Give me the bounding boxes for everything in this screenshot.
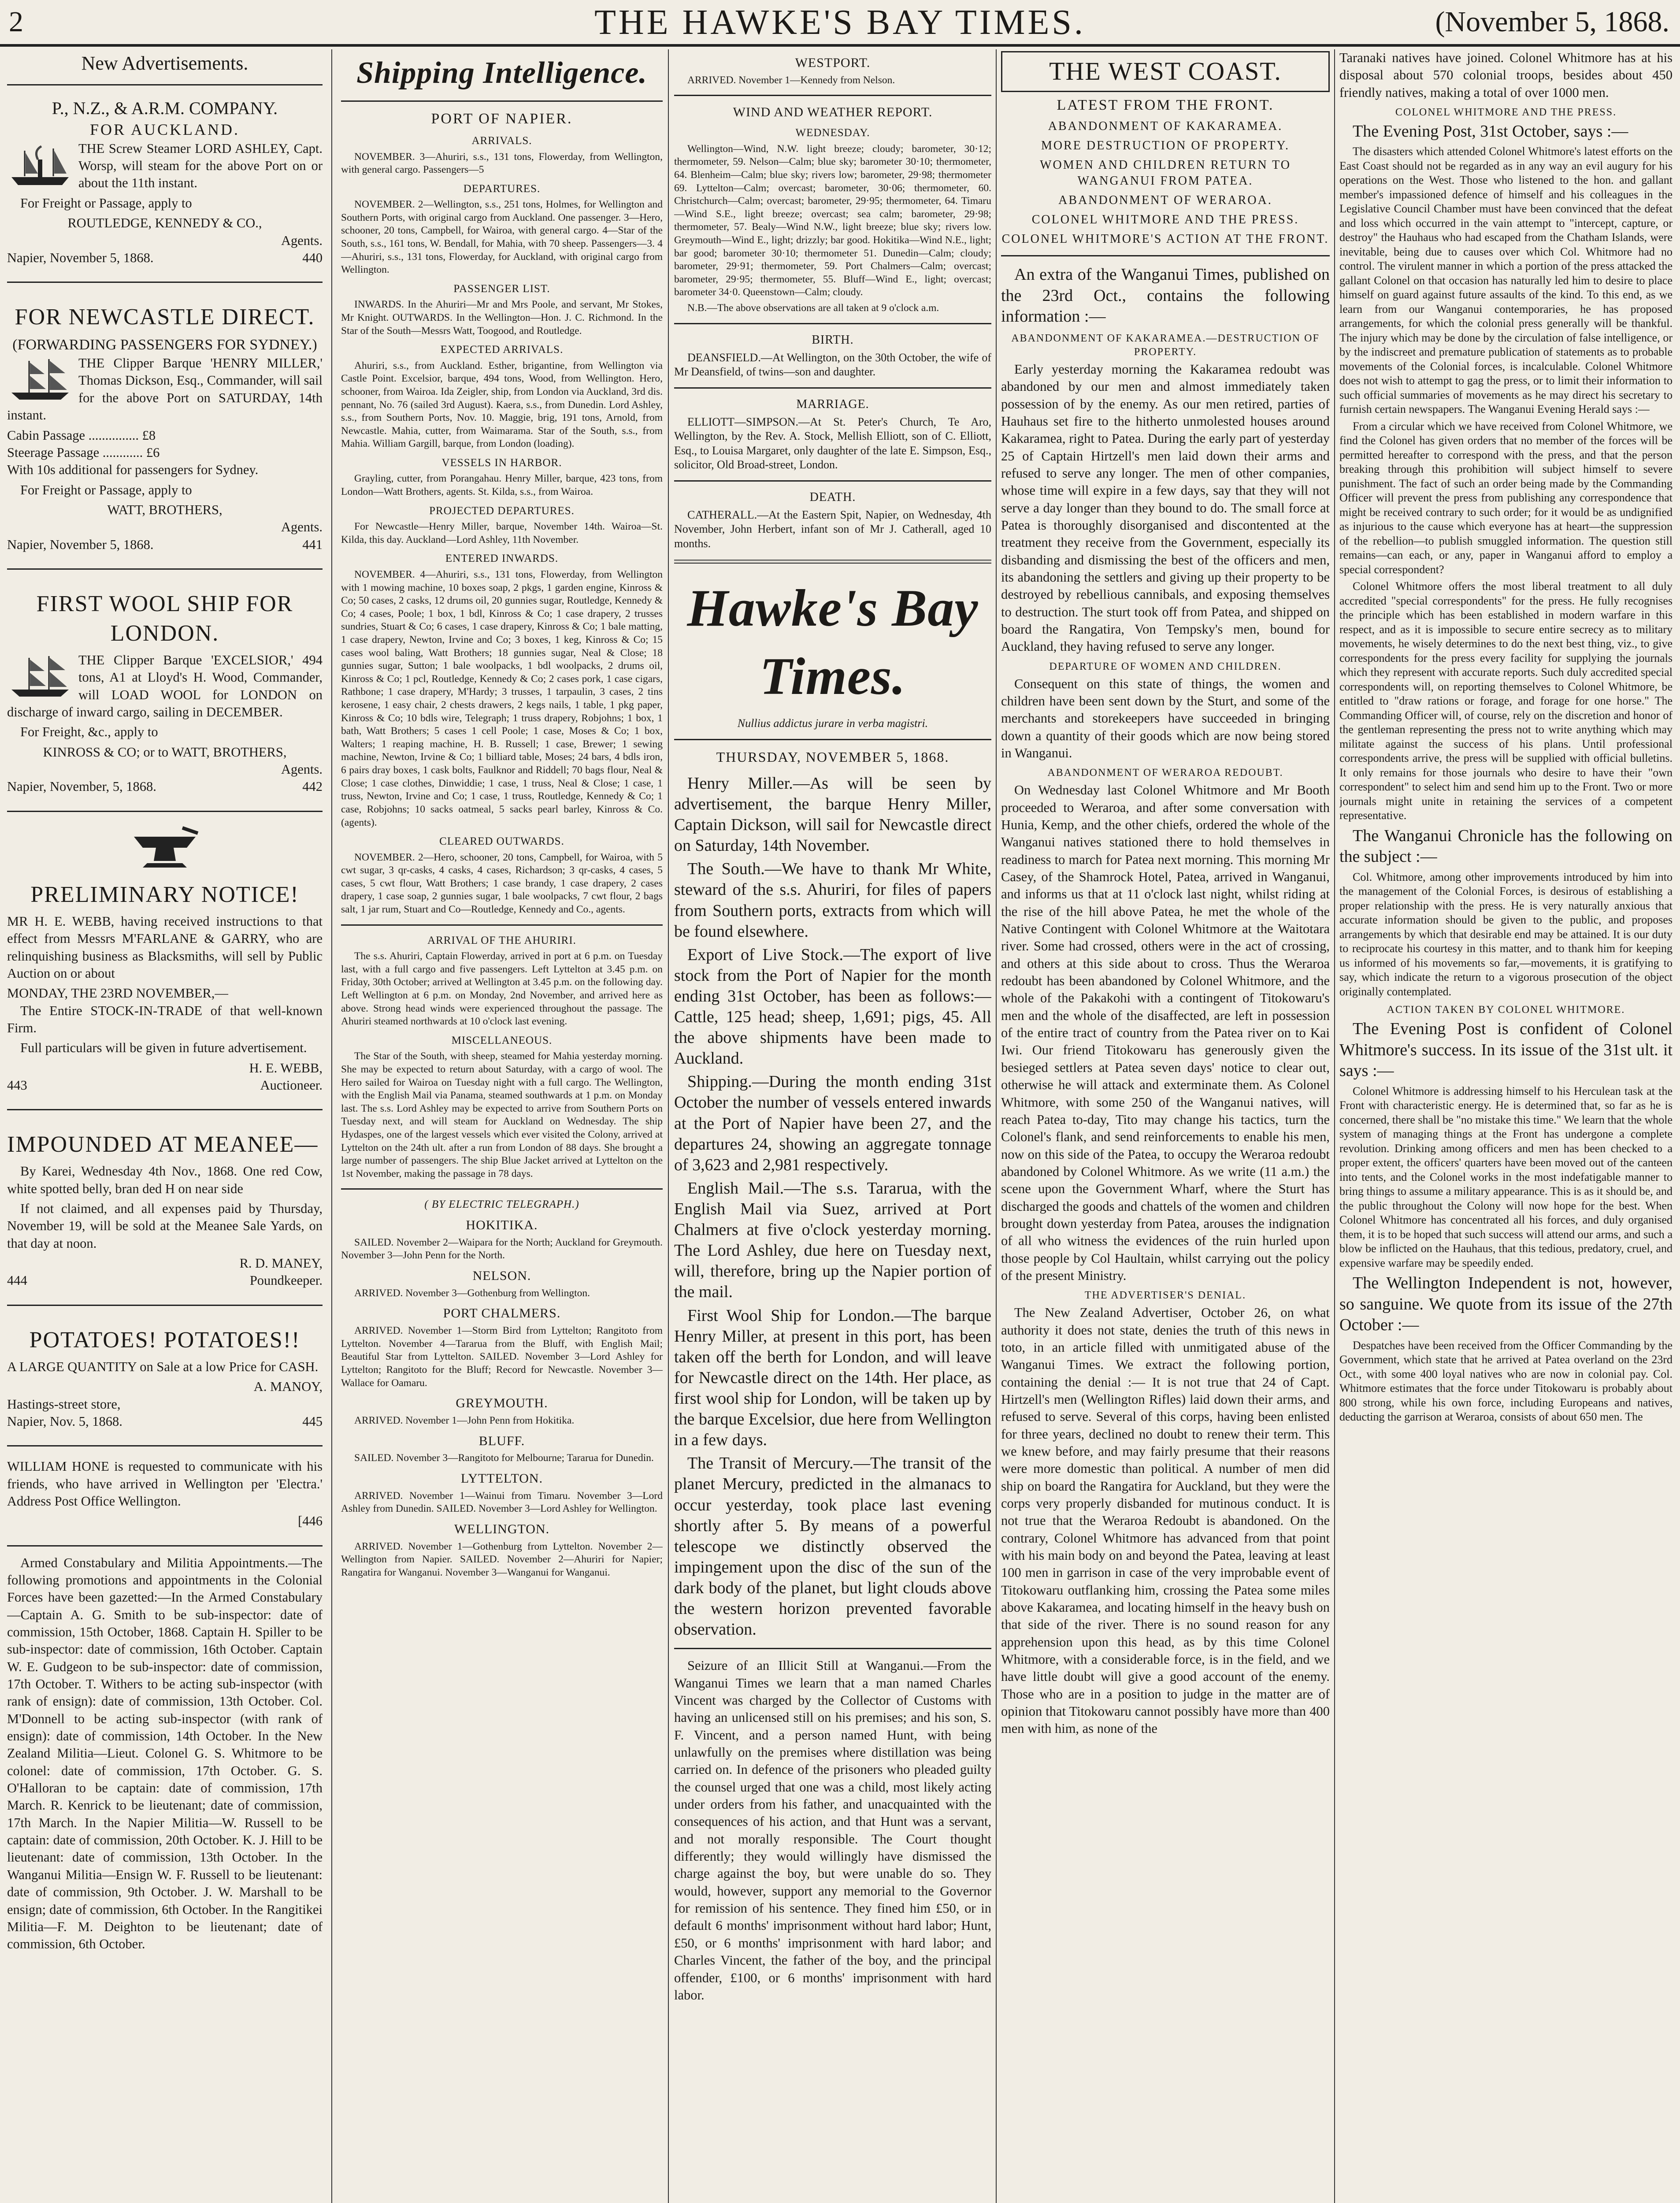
article-subhead: COLONEL WHITMORE AND THE PRESS. [1395, 107, 1617, 119]
sailing-ship-icon [7, 653, 73, 702]
ad-signer-role: Auctioneer. [260, 1077, 323, 1093]
article-quote: From a circular which we have received from Colonel Whitmore, we find the Colonel has given orders that no member of the forces will be permitted hereafter to correspond with the press, and that the person breaking through this prohibition will subject himself to severe punishment. The fact of such an order being made by the Commanding Officer will prevent the press from publishing any correspondence that might be received contrary to such order; for it would be as undignified as injurious to the cause which everyone has at heart—the suppression of the rebellion—to publish smuggled information. The question still remains—can each, or any, paper in Wanganui afford to employ a special correspondent? [1339, 419, 1673, 576]
entered-text: NOVEMBER. 4—Ahuriri, s.s., 131 tons, Flowerday, from Wellington with 1 mowing machine, 10 boxes soap, 2 pkgs, 1 garden engine, Kinross & Co; 50 cases, 2 casks, 12 drums oil, 20 gunnies sugar, Routledge, Kennedy & Co; 4 cases, Poole; 1 box, 1 bdl, Kinross & Co; 1 case drapery, 2 trusses sundries, Stuart & Co; 6 cases, 1 case drapery, Kinross & Co; 1 bale matting, 1 case drapery, Newton, Irvine and Co; 3 boxes, 1 keg, Kinross & Co; 15 cases wool baling, Watt Brothers; 18 gunnies sugar, Neal & Close; 18 gunnies sugar, Sutton; 1 bale woolpacks, 1 bdl woolpacks, 2 drums oil, Kinross & Co; 1 pcl, Routledge, Kennedy & Co; 2 cases pork, 1 case cigars, Rathbone; 1 case drapery, M'Hardy; 3 trusses, 1 tarpaulin, 3 cases, 2 tins kerosene, 1 easy chair, 2 chests drawers, 2 kegs nails, 1 table, 1 pkg paper, Kinross & Co; 10 bdls wire, Telegraph; 1 truss drapery, Robjohns; 1 box, 1 bath, Watt Brothers; 5 cases 1 cell Poole; 1 case, Moses & Co; 1 box, Walters; 1 reaping machine, H. B. Russell; 1 case, Brewer; 1 sewing machine, Newton, Irvine & Co; 1 billiard table, Moses; 24 bars, 4 bdls iron, 6 pairs dray boxes, 1 cask bolts, Faulknor and Riddell; 70 bags flour, Neal & Close; 1 case clothes, Dinwiddie; 1 case, 1 truss, Neal & Close; 1 case, 1 truss, Newton, Irvine and Co; 1 case, 1 truss, Routledge, Kennedy & Co; 1 case, Robjohns; 10 sacks oatmeal, 5 sacks pearl barley, Kinross & Co. (agents). [341, 568, 663, 828]
ad-subheading: (FORWARDING PASSENGERS FOR SYDNEY.) [12, 337, 317, 353]
advertisement-preliminary-notice [7, 820, 323, 1102]
divider [674, 480, 991, 482]
ad-freight: For Freight, &c., apply to [20, 724, 158, 740]
weather-text: Wellington—Wind, N.W. light breeze; cloudy; barometer, 30·12; thermometer, 59. Nelson—Calm; blue sky; barometer 30·10; thermometer, 64. Blenheim—Calm; blue sky; rivers low; barometer, 29·98; thermometer 69. Lyttelton—Calm; overcast; barometer, 30·06; thermometer, 60. Christchurch—Calm; overcast; barometer, 29·95; thermometer, 64. Timaru—Wind S.E., light breeze; overcast; sea calm; barometer, 29·98; thermometer, 57. Bealy—Wind N.W., light breeze; blue sky; rivers low. Greymouth—Wind E., light; drizzly; bar good. Hokitika—Wind N.E., light; bar good; barometer 30·10; thermometer 51. Dunedin—Calm; cloudy; barometer, 29·91; thermometer, 59. Port Chalmers—Calm; overcast; barometer, 29·95; thermometer, 55. Bluff—Wind E., light; overcast; barometer 34·0. Queenstown—Calm; cloudy. [674, 143, 991, 298]
subhead: ARRIVALS. [471, 135, 532, 147]
ad-company: P., N.Z., & A.R.M. COMPANY. [52, 98, 278, 118]
ad-agent: KINROSS & CO; or to WATT, BROTHERS, [43, 744, 287, 760]
section-header: New Advertisements. [81, 52, 248, 74]
ad-heading: FIRST WOOL SHIP FOR LONDON. [36, 591, 293, 646]
advertisement-william-hone [7, 1454, 323, 1537]
port-heading: GREYMOUTH. [456, 1396, 548, 1411]
article-subhead: ABANDONMENT OF WERAROA REDOUBT. [1047, 767, 1283, 779]
ad-signer: H. E. WEBB, [249, 1060, 323, 1076]
divider [674, 1648, 991, 1649]
ad-destination: FOR AUCKLAND. [89, 121, 240, 139]
ahuriri-text: The s.s. Ahuriri, Captain Flowerday, arrived in port at 6 p.m. on Tuesday last, with a full cargo and five passengers. Left Lyttelton at 3.45 p.m. on Friday, 30th October; arrived at Wellington at 3.45 p.m. on the following day. Left Wellington at 6 p.m. on Monday, 2nd November, and arrived here as above. Strong head winds were experienced throughout the passage. The Ahuriri steamed northwards at 10 o'clock last evening. [341, 950, 663, 1027]
subhead: ARRIVAL OF THE AHURIRI. [427, 934, 576, 946]
ad-body: THE Clipper Barque 'HENRY MILLER,' Thomas Dickson, Esq., Commander, will sail for the above Port on SATURDAY, 14th instant. [7, 356, 323, 423]
divider [674, 560, 991, 564]
masthead [0, 0, 1680, 47]
paper-date: THURSDAY, NOVEMBER 5, 1868. [716, 749, 949, 765]
vessels-text: Grayling, cutter, from Porangahau. Henry Miller, barque, 423 tons, from London—Watt Brothers, agents. St. Kilda, s.s., from Wairoa. [341, 473, 663, 498]
ad-extra: With 10s additional for passengers for Sydney. [7, 462, 259, 478]
news-paragraph: Henry Miller.—As will be seen by advertisement, the barque Henry Miller, Captain Dickson, will sail for Newcastle direct on Saturday, 14th November. [674, 774, 991, 855]
divider [7, 1305, 323, 1306]
ad-place: Hastings-street store, [7, 1396, 121, 1412]
ad-number: 441 [302, 537, 323, 552]
article-subhead: ACTION TAKEN BY COLONEL WHITMORE. [1387, 1004, 1625, 1016]
ad-number: 442 [302, 779, 323, 794]
marriage-notice: ELLIOTT—SIMPSON.—At St. Peter's Church, Te Aro, Wellington, by the Rev. A. Stock, Mellish Elliott, son of C. Elliott, Esq., to Louisa Margaret, only daughter of the late E. Simpson, Esq., solicitor, Old Broad-street, London. [674, 415, 991, 471]
column-rule [331, 49, 332, 2203]
divider [674, 95, 991, 96]
article-paragraph: Consequent on this state of things, the women and children have been sent down by the Sturt, and some of the merchants and storekeepers have succeeded in bringing down a quantity of their goods which are now being stored in Wanganui. [1001, 676, 1330, 761]
ad-heading: PRELIMINARY NOTICE! [30, 882, 299, 907]
expected-text: Ahuriri, s.s., from Auckland. Esther, brigantine, from Wellington via Castle Point. Excelsior, barque, 494 tons, Wood, from Wellington. Hero, schooner, from Wairoa. Ida Zeigler, ship, from London via Auckland, 3rd dis. pennant, No. 76 (sailed 3rd August). Kaera, s.s., from Dunedin. Lord Ashley, s.s., from Southern Ports, Nov. 10. Maggie, brig, 191 tons, Arnold, from Newcastle. Mahia, cutter, from Waimarama. Star of the South, s.s., from Mahia. William Gargill, barque, from London (loading). [341, 360, 663, 450]
ad-body: THE Clipper Barque 'EXCELSIOR,' 494 tons, A1 at Lloyd's H. Wood, Commander, will LOAD WOOL for LONDON on discharge of inward cargo, sailing in DECEMBER. [7, 653, 323, 720]
ad-number: 443 [7, 1077, 27, 1093]
port-heading: HOKITIKA. [466, 1217, 538, 1232]
subhead: MISCELLANEOUS. [451, 1034, 553, 1046]
ad-body: THE Screw Steamer LORD ASHLEY, Capt. Worsp, will steam for the above Port on or about the 11th instant. [78, 141, 323, 191]
divider [341, 100, 663, 102]
article-quote: Colonel Whitmore offers the most liberal treatment to all duly accredited "special correspondents" for the press. He fully recognises the principle which has been established in modern warfare in this respect, and as it is impossible to secure entire secrecy as to military movements, he wisely determines to do the next best thing, viz., to give correspondents for the press every facility for supplying the journals which they represent with accurate reports. Such duly accredited special correspondents will, on reporting themselves to Colonel Whitmore, be entitled to "draw rations or forage, and forage for one horse." The Commanding Officer will, of course, rely on the discretion and honor of the gentleman representing the press not to write anything which may militate against the success of his plans. Until professional correspondents arrive, the press will be supplied with official bulletins. It only remains for those journals who desire to have their "own correspondent" to select him and send him up to the Front. Two or more journals might unite in retaining the services of a competent representative. [1339, 580, 1673, 822]
port-text: SAILED. November 3—Rangitoto for Melbourne; Tararua for Dunedin. [354, 1452, 654, 1464]
birth-notice: DEANSFIELD.—At Wellington, on the 30th October, the wife of Mr Deansfield, of twins—son and daughter. [674, 351, 991, 378]
subhead: PROJECTED DEPARTURES. [429, 504, 575, 517]
subhead: EXPECTED ARRIVALS. [440, 344, 564, 356]
divider [341, 1188, 663, 1190]
divider [7, 1445, 323, 1446]
steamship-icon [7, 142, 73, 190]
column-rule [1334, 49, 1335, 2203]
divider [7, 811, 323, 812]
article-quote: Colonel Whitmore is addressing himself to his Herculean task at the Front with characteristic energy. He is determined that, so far as he is concerned, there shall be "no mistake this time." We learn that the whole system of managing things at the Front has undergone a complete revolution. Drinking among officers and men has been checked to a proper extent, the officers' quarters have been moved out of the canteen into tents, and the Colonel works in the most indefatigable manner to bring things to assume a military appearance. This is as it should be, and the public throughout the Colony will now hope for the best. When Colonel Whitmore has concentrated all his forces, and duly organised them, it is to be hoped that such success will attend our arms, and such a blow be inflicted on the Hauhaus, that this tedious, predatory, cruel, and expensive warfare may be speedily ended. [1339, 1084, 1673, 1269]
subhead: PASSENGER LIST. [453, 282, 550, 295]
column-rule [668, 49, 669, 2203]
subhead: ENTERED INWARDS. [445, 553, 559, 565]
death-notice: CATHERALL.—At the Eastern Spit, Napier, on Wednesday, 4th November, John Herbert, infant son of Mr J. Catherall, aged 10 months. [674, 508, 991, 550]
passengers-text: INWARDS. In the Ahuriri—Mr and Mrs Poole, and servant, Mr Stokes, Mr Knight. OUTWARDS. In the Wellington—Hon. J. C. Richmond. In the Star of the South—Messrs Watt, Toogood, and Routledge. [341, 299, 663, 337]
ad-body: Full particulars will be given in future advertisement. [20, 1040, 307, 1056]
divider [341, 924, 663, 926]
article-subhead: THE ADVERTISER'S DENIAL. [1084, 1290, 1246, 1302]
column-local-news [674, 49, 991, 2203]
article-lead: The Wanganui Chronicle has the following on the subject :— [1339, 826, 1673, 866]
subhead: CLEARED OUTWARDS. [439, 835, 564, 848]
ad-body: MR H. E. WEBB, having received instructions to that effect from Messrs M'FARLANE & GARRY, who are relinquishing business as Blacksmiths, will sell by Public Auction on or about [7, 913, 323, 981]
ad-heading: POTATOES! POTATOES!! [29, 1327, 300, 1353]
ad-freight: For Freight or Passage, apply to [20, 195, 192, 211]
ad-date: Napier, November 5, 1868. [7, 250, 154, 265]
ad-signer: A. MANOY, [253, 1379, 323, 1394]
divider [7, 568, 323, 570]
ad-number: 440 [302, 250, 323, 265]
divider [7, 1545, 323, 1547]
article-subhead: COLONEL WHITMORE AND THE PRESS. [1031, 213, 1299, 227]
ad-number: [446 [298, 1513, 323, 1529]
misc-text: The Star of the South, with sheep, steamed for Mahia yesterday morning. She may be expected to return about Saturday, with a cargo of wool. The Hero sailed for Wairoa on Tuesday night with a full cargo. The Wellington, with the English Mail via Panama, steamed southwards at 1 p.m. on Monday last. The s.s. Lord Ashley may be expected to arrive from Southern Ports on Tuesday next, and will steam for Auckland on Wednesday. The ship Hydaspes, one of the largest vessels which ever visited the Colony, arrived at Lyttelton on the 24th ult. after a run from London of 88 days. She brought a large number of passengers. The ship Blue Jacket arrived at Lyttelton on the 1st November, making the passage in 78 days. [341, 1050, 663, 1179]
advertisement-impounded [7, 1118, 323, 1296]
news-paragraph: The Transit of Mercury.—The transit of the planet Mercury, predicted in the almanacs to occur yesterday, took place last evening shortly after 5. By means of a powerful telescope we distinctly observed the impingement upon the disc of the sun of the dark body of the planet, but light clouds above the western horizon prevented favorable observation. [674, 1454, 991, 1639]
subhead: VESSELS IN HARBOR. [441, 456, 562, 469]
port-heading: BLUFF. [478, 1433, 525, 1448]
news-paragraph: English Mail.—The s.s. Tararua, with the English Mail via Suez, arrived at Port Chalmers at five o'clock yesterday morning. The Lord Ashley, due here on Tuesday next, will, therefore, bring up the Napier portion of the mail. [674, 1179, 991, 1302]
port-heading: WELLINGTON. [454, 1522, 550, 1536]
port-heading: WESTPORT. [795, 56, 871, 70]
ad-heading: FOR NEWCASTLE DIRECT. [15, 304, 315, 330]
article-subhead: DEPARTURE OF WOMEN AND CHILDREN. [1049, 660, 1282, 672]
column-advertisements [7, 49, 323, 2203]
blacksmith-anvil-icon [121, 823, 209, 872]
arrivals-text: NOVEMBER. 3—Ahuriri, s.s., 131 tons, Flowerday, from Wellington, with general cargo. Passengers—5 [341, 151, 663, 176]
article-quote: Despatches have been received from the Officer Commanding by the Government, which state that he arrived at Patea overland on the 23rd Oct., with some 400 loyal natives who are now in colonial pay. Col. Whitmore estimates that the force under Titokowaru is probably about 800 strong, while his own force, including Europeans and natives, deducting the garrison at Weraroa, consists of about 650 men. The [1339, 1339, 1673, 1424]
ad-body: A LARGE QUANTITY on Sale at a low Price for CASH. [7, 1359, 319, 1374]
ad-body: The Entire STOCK-IN-TRADE of that well-known Firm. [7, 1003, 323, 1035]
ad-agent-role: Agents. [281, 233, 323, 248]
sailing-ship-icon [7, 356, 73, 405]
news-paragraph: First Wool Ship for London.—The barque Henry Miller, at present in this port, has been taken off the berth for London, and will leave for Newcastle direct on the 14th. Her place, as first wool ship for London, will be taken up by the barque Excelsior, due here from Wellington in a few days. [674, 1306, 991, 1450]
column-shipping [341, 49, 663, 2203]
article-lead: The Wellington Independent is not, however, so sanguine. We quote from its issue of the 27th October :— [1339, 1274, 1673, 1335]
news-paragraph: Shipping.—During the month ending 31st October the number of vessels entered inwards at the Port of Napier have been 27, and the departures 24, showing an aggregate tonnage of 3,623 and 2,981 respectively. [674, 1072, 991, 1174]
advertisement-newcastle [7, 291, 323, 560]
divider [674, 323, 991, 324]
paper-title: Hawke's Bay Times. [687, 579, 979, 706]
port-title: PORT OF NAPIER. [431, 111, 573, 127]
subhead: MARRIAGE. [796, 397, 869, 411]
column-rule [996, 49, 997, 2203]
news-paragraph: Export of Live Stock.—The export of live stock from the Port of Napier for the month ending 31st October, has been as follows:—Cattle, 125 head; sheep, 1,691; pigs, 45. All the above shipments have been made to Auckland. [674, 945, 991, 1068]
port-text: ARRIVED. November 1—Wainui from Timaru. November 3—Lord Ashley from Dunedin. SAILED. November 3—Lord Ashley for Wellington. [341, 1490, 663, 1515]
ad-signer-role: Poundkeeper. [249, 1273, 323, 1288]
ad-heading: IMPOUNDED AT MEANEE— [7, 1132, 319, 1157]
page-number: 2 [9, 6, 23, 38]
port-heading: LYTTELTON. [460, 1471, 543, 1486]
article-subhead: COLONEL WHITMORE'S ACTION AT THE FRONT. [1001, 232, 1329, 246]
article-lead: The Evening Post, 31st October, says :— [1353, 122, 1628, 141]
article-title: THE WEST COAST. [1001, 51, 1330, 92]
ad-agent-role: Agents. [281, 762, 323, 777]
subhead: BIRTH. [812, 333, 854, 347]
departures-text: NOVEMBER. 2—Wellington, s.s., 251 tons, Holmes, for Wellington and Southern Ports, with original cargo from Auckland. One passenger. 3—Hero, schooner, 20 tons, Campbell, for Wairoa, with general cargo. 4—Star of the South, s.s., 161 tons, W. Bendall, for Mahia, with 70 sheep. Passengers—3. 4—Ahuriri, s.s., 131 tons, Flowerday, for Auckland, with original cargo from Wellington. [341, 199, 663, 276]
subhead: WIND AND WEATHER REPORT. [733, 105, 933, 120]
militia-appointments: Armed Constabulary and Militia Appointments.—The following promotions and appointments in the Colonial Forces have been gazetted:—In the Armed Constabulary—Captain A. G. Smith to be sub-inspector: date of commission, 15th October, 1868. Captain H. Spiller to be sub-inspector: date of commission, 16th October. Captain W. E. Gudgeon to be sub-inspector: date of commission, 17th October. T. Withers to be acting sub-inspector (with rank of ensign): date of commission, 13th October. Col. M'Donnell to be acting sub-inspector (with rank of ensign): date of commission, 14th October. In the New Zealand Militia—Lieut. Colonel G. S. Whitmore to be colonel: date of commission, 17th October. G. S. O'Halloran to be captain: date of commission, 17th March. R. Kenrick to be lieutenant; date of commission, 17th March. In the Napier Militia—W. Russell to be captain: date of commission, 20th October. K. J. Hill to be lieutenant: date of commission, 13th October. In the Wanganui Militia—Ensign W. F. Russell to be lieutenant: date of commission, 9th October. J. W. Marshall to be ensign; date of commission, 6th October. In the Rangitikei Militia—F. M. Deighton to be lieutenant; date of commission, 6th October. [7, 1555, 323, 1952]
ad-number: 445 [302, 1413, 323, 1429]
divider [674, 387, 991, 389]
ad-agent-role: Agents. [281, 519, 323, 535]
advertisement-potatoes [7, 1314, 323, 1437]
article-paragraph: On Wednesday last Colonel Whitmore and Mr Booth proceeded to Weraroa, and after some conversation with Hunia, Kemp, and the other chiefs, ordered the whole of the Wanganui natives stationed there to hold themselves in readiness to march for Patea next morning. This morning Mr Casey, of the Shamrock Hotel, Patea, arrived in Wanganui, and informs us that at 11 o'clock last night, whilst riding at the rise of the hill above Patea, he met the whole of the Native Contingent with Colonel Whitmore at the Waitotara river. Some had crossed, others were in the act of crossing, and others at this side about to cross. Thus the Weraroa redoubt has been abandoned by Colonel Whitmore, and the whole of the Pakakohi with a contingent of Titokowaru's men and the whole of the disaffected, are left in possession of the entire tract of country from the Patea river on to Kai Iwi. Our friend Titokowaru has generously given the besieged settlers at Patea seven days' notice to clear out, otherwise he will attack and exterminate them. As Colonel Whitmore, with some 250 of the Wanganui natives, will reach Patea to-day, Tito may change his tactics, turn the Colonel's flank, and send reinforcements to enable his men, now on this side of the Patea, to occupy the Weraroa redoubt abandoned by Colonel Whitmore. As we write (11 a.m.) the scene upon the Government Wharf, where the Sturt has discharged the goods and chattels of the women and children brought down yesterday from Patea, arouses the indignation of all who witness the evidences of the ruin hurled upon those people by Col Haultain, whilst carrying out the policy of the present Ministry. [1001, 783, 1330, 1283]
ad-number: 444 [7, 1273, 27, 1288]
paper-motto: Nullius addictus jurare in verba magistri. [737, 717, 928, 730]
ad-freight: For Freight or Passage, apply to [20, 482, 192, 497]
subhead: WEDNESDAY. [795, 127, 870, 139]
ad-body: If not claimed, and all expenses paid by Thursday, November 19, will be sold at the Meanee Sale Yards, on that day at noon. [7, 1201, 323, 1251]
article-subhead: ABANDONMENT OF WERAROA. [1058, 193, 1272, 208]
ad-fare-cabin: Cabin Passage ............... £8 [7, 427, 156, 443]
divider [674, 739, 991, 740]
article-subhead: MORE DESTRUCTION OF PROPERTY. [1041, 138, 1290, 152]
article-subhead: LATEST FROM THE FRONT. [1057, 96, 1274, 113]
divider [1001, 255, 1330, 256]
ad-body: By Karei, Wednesday 4th Nov., 1868. One red Cow, white spotted belly, bran ded H on near side [7, 1164, 323, 1196]
telegraph-note: ( BY ELECTRIC TELEGRAPH.) [424, 1198, 579, 1211]
section-header: Shipping Intelligence. [356, 56, 647, 90]
ad-agent: WATT, BROTHERS, [107, 502, 223, 517]
article-paragraph: Taranaki natives have joined. Colonel Whitmore has at his disposal about 570 colonial troops, besides about 450 friendly natives, making a total of over 1000 men. [1339, 50, 1673, 100]
subhead: DEATH. [809, 490, 856, 504]
article-intro: An extra of the Wanganui Times, published on the 23rd Oct., contains the following information :— [1001, 265, 1330, 326]
port-text: SAILED. November 2—Waipara for the North; Auckland for Greymouth. November 3—John Penn for the North. [341, 1236, 663, 1261]
news-paragraph: Seizure of an Illicit Still at Wanganui.—From the Wanganui Times we learn that a man named Charles Vincent was charged by the Collector of Customs with having an unlicensed still on his premises; and his son, S. F. Vincent, and a person named Hunt, with being unlawfully on the premises where distillation was being carried on. In defence of the prisoners who pleaded guilty the counsel urged that one was a child, most likely acting under orders from his father, and unacquainted with the consequences of his action, and that Hunt was a servant, and not morally responsible. The Court thought differently; they would willingly have dismissed the charge against the boy, but were unable do so. They would, however, support any memorial to the Governor for remission of his sentence. They fined him £50, or in default 6 months' imprisonment without hard labor; Hunt, £50, or 6 months' imprisonment with hard labor; and Charles Vincent, the father of the boy, and the principal offender, £100, or 6 months' imprisonment with hard labor. [674, 1658, 991, 2003]
ad-date: Napier, November 5, 1868. [7, 537, 154, 552]
article-paragraph: The New Zealand Advertiser, October 26, on what authority it does not state, denies the truth of this news in toto, in an article filled with unmitigated abuse of the Wanganui Times. We extract the following portion, containing the denial :— It is not true that 24 of Capt. Hirtzell's men (Wellington Rifles) laid down their arms, and refused to serve. Several of this corps, having been enlisted for three years, declined no doubt to renew their term. This we knew before, and may fairly presume that their reasons were more domestic than political. A number of men did ship on board the Rangatira for Auckland, but they were the corps very properly disbanded for mutinous conduct. It is not true that the Weraroa Redoubt is abandoned. On the contrary, Colonel Whitmore has advanced from that point with his main body on and beyond the Patea, leaving at least 100 men in garrison in case of the very improbable event of Titokowaru outflanking him, crossing the Patea some miles above Kakaramea, and locating himself in the heavy bush on that side of the river. There is no sound reason for any apprehension upon this head, as by this time Colonel Whitmore, with a considerable force, is in the field, and we have little doubt will give a good account of the enemy. Those who are in a position to judge in the matter are of opinion that Titokowaru cannot possibly have more than 400 men with him, as none of the [1001, 1305, 1330, 1736]
ad-sale-date: MONDAY, THE 23RD NOVEMBER,— [7, 986, 228, 1001]
divider [7, 282, 323, 283]
port-text: ARRIVED. November 1—John Penn from Hokitika. [354, 1414, 575, 1426]
article-quote: Col. Whitmore, among other improvements introduced by him into the management of the Colonial Forces, is desirous of establishing a proper relationship with the press. He is very naturally anxious that accurate information should be given to the public, and proposes arrangements by which that desirable end may be attained. It is our duty to reciprocate his courtesy in this matter, and to thank him for keeping us informed of his movements so far,—movements, it is gratifying to say, which indicate the return to a vigorous prosecution of the object originally contemplated. [1339, 870, 1673, 998]
column-west-coast [1001, 49, 1330, 2203]
cleared-text: NOVEMBER. 2—Hero, schooner, 20 tons, Campbell, for Wairoa, with 5 cwt sugar, 3 qr-casks, 4 casks, 4 cases, Richardson; 3 qr-casks, 4 cases, 5 cases, 5 cwt flour, Watt Brothers; 1 case brandy, 1 case drapery, 2 cases drapery, 1 case soap, 2 gunnies sugar, 1 bale woolpacks, 7 cwt flour, 2 bags salt, 1 jar rum, Stuart and Co—Routledge, Kennedy and Co., agents. [341, 851, 663, 916]
ad-signer: R. D. MANEY, [239, 1256, 323, 1271]
ad-date: Napier, Nov. 5, 1868. [7, 1413, 122, 1429]
article-paragraph: Early yesterday morning the Kakaramea redoubt was abandoned by our men and almost immediately taken possession of by the enemy. As our men retired, parties of Hauhaus set fire to the hitherto unmolested houses around Kakaramea, right to Patea. During the early part of yesterday 25 of Captain Hirtzell's men laid down their arms and refused to serve any longer. The men of other companies, whose time will expire in a few days, say that they will not serve a day longer than they bound to do. The small force at Patea is thoroughly disorganised and discontented at the treatment they receive from the Government, especially its disbanding and dismissing the best of the officers and men, its abandoning the settlers and giving up their property to be destroyed by rebellious cannibals, and exposing themselves to destruction. The sturt took off from Patea, and shipped on board the Rangatira, Von Tempsky's men, bound for Auckland, they having refused to serve any longer. [1001, 361, 1330, 654]
article-quote: The disasters which attended Colonel Whitmore's latest efforts on the East Coast should not be regarded as in any way an evil augury for his operations on the West. Those who listened to the hon. and gallant member's impassioned defence of himself and his colleagues in the Legislative Council Chamber must have been convinced that the defeat and loss which occurred in the vain attempt to "intercept, capture, or destroy" the Hauhaus who had escaped from the Chatham Islands, were inevitable, being due to causes over which Col. Whitmore had no control. The virulent manner in which a portion of the press attacked the gallant Colonel on that occasion has naturally led him to desire to place himself on guard against future assaults of the kind. To this end, as we learn from our Wanganui contemporaries, he has proposed arrangements, for which the colonial press generally will be thankful. The injury which may be done by the circulation of false intelligence, or by the indiscreet and premature publication of statements as to probable movements of the Colonial forces, is incalculable. Colonel Whitmore does not wish to attempt to gag the press, or to limit their information to such official summaries of movements as he may direct his secretary to furnish certain newspapers. The Wanganui Evening Herald says :— [1339, 145, 1673, 416]
ad-date: Napier, November, 5, 1868. [7, 779, 156, 794]
advertisement-wool-ship [7, 578, 323, 803]
subhead: DEPARTURES. [463, 182, 541, 195]
article-subhead: ABANDONMENT OF KAKARAMEA. [1048, 119, 1283, 133]
issue-date: (November 5, 1868. [1435, 6, 1669, 38]
article-lead: The Evening Post is confident of Colonel Whitmore's success. In its issue of the 31st ult. it says :— [1339, 1020, 1673, 1080]
newspaper-title: THE HAWKE'S BAY TIMES. [594, 3, 1086, 42]
port-text: ARRIVED. November 1—Gothenburg from Lyttelton. November 2—Wellington from Napier. SAILED. November 2—Ahuriri for Napier; Rangatira for Wanganui. November 3—Wanganui for Wanganui. [341, 1540, 663, 1579]
weather-note: N.B.—The above observations are all taken at 9 o'clock a.m. [687, 302, 939, 314]
divider [7, 84, 323, 85]
divider [7, 1109, 323, 1110]
port-text: ARRIVED. November 1—Storm Bird from Lyttelton; Rangitoto from Lyttelton. November 4—Tararua from the Bluff, with English Mail; Beautiful Star from Lyttelton. SAILED. November 3—Lord Ashley for Lyttelton; Rangitoto for the Bluff; Record for Newcastle. November 3—Wallace for Oamaru. [341, 1325, 663, 1389]
article-subhead: WOMEN AND CHILDREN RETURN TO WANGANUI FROM PATEA. [1040, 158, 1291, 188]
port-heading: PORT CHALMERS. [443, 1306, 561, 1321]
port-text: ARRIVED. November 1—Kennedy from Nelson. [687, 74, 895, 86]
article-subhead: ABANDONMENT OF KAKARAMEA.—DESTRUCTION OF PROPERTY. [1011, 332, 1320, 358]
ad-body: WILLIAM HONE is requested to communicate with his friends, who have arrived in Wellington per 'Electra.' Address Post Office Wellington. [7, 1459, 323, 1509]
projected-text: For Newcastle—Henry Miller, barque, November 14th. Wairoa—St. Kilda, this day. Auckland—Lord Ashley, 11th November. [341, 521, 663, 545]
advertisement-lord-ashley [7, 93, 323, 274]
port-heading: NELSON. [472, 1268, 531, 1283]
column-press-commentary [1339, 49, 1673, 2203]
ad-fare-steerage: Steerage Passage ............ £6 [7, 445, 160, 460]
news-paragraph: The South.—We have to thank Mr White, steward of the s.s. Ahuriri, for files of papers from Southern ports, extracts from which will be found elsewhere. [674, 860, 991, 941]
ad-agent: ROUTLEDGE, KENNEDY & CO., [67, 215, 262, 231]
port-text: ARRIVED. November 3—Gothenburg from Wellington. [354, 1287, 590, 1299]
